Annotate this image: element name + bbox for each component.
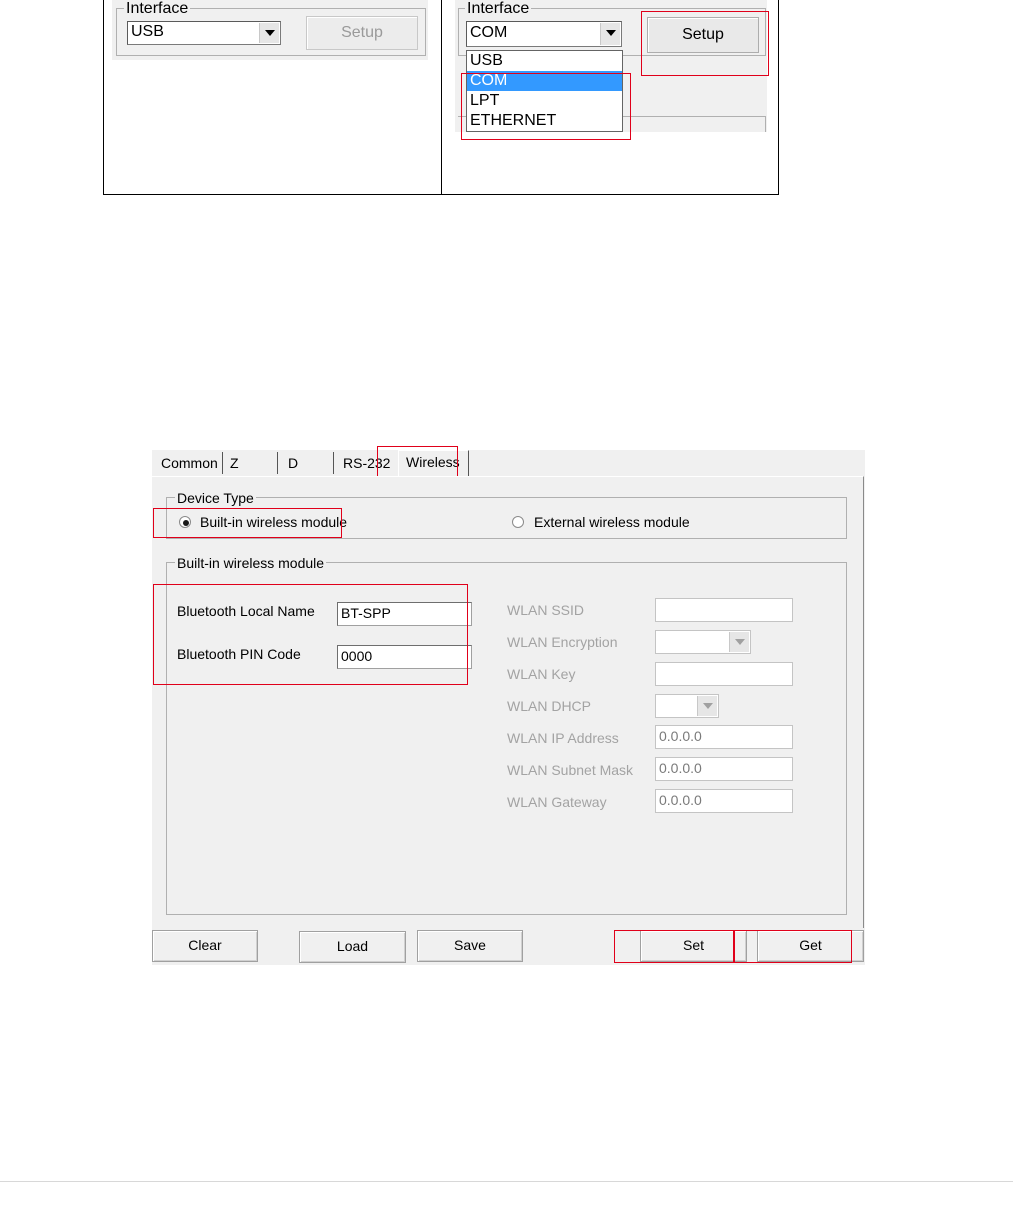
external-radio[interactable]	[512, 516, 524, 528]
left-interface-label: Interface	[126, 0, 189, 17]
tab-d[interactable]: D	[288, 455, 299, 471]
wlan-ip-label: WLAN IP Address	[507, 730, 619, 746]
builtin-radio-label[interactable]: Built-in wireless module	[200, 514, 348, 530]
chevron-down-icon[interactable]	[697, 696, 717, 716]
wlan-dhcp-label: WLAN DHCP	[507, 698, 592, 714]
right-interface-combo[interactable]	[466, 21, 622, 47]
option-com[interactable]: COM	[467, 71, 622, 91]
bt-pin-input[interactable]: 0000	[337, 645, 472, 669]
left-interface-combo-value: USB	[131, 23, 164, 40]
chevron-down-icon[interactable]	[729, 632, 749, 652]
highlight-builtin-radio	[153, 508, 342, 538]
highlight-set-button	[614, 930, 734, 963]
chevron-down-icon[interactable]	[259, 23, 279, 43]
wlan-encryption-select[interactable]	[655, 630, 751, 654]
highlight-bluetooth-fields	[153, 584, 468, 685]
left-setup-button[interactable]: Setup	[306, 16, 418, 50]
left-interface-combo[interactable]	[127, 21, 281, 45]
wlan-key-input[interactable]	[655, 662, 793, 686]
highlight-setup-box	[641, 11, 769, 76]
wlan-subnet-label: WLAN Subnet Mask	[507, 762, 634, 778]
table-divider	[441, 0, 442, 195]
wlan-gateway-input[interactable]: 0.0.0.0	[655, 789, 793, 813]
chevron-down-icon[interactable]	[600, 23, 620, 45]
tab-strip	[152, 450, 865, 476]
external-radio-label[interactable]: External wireless module	[534, 514, 690, 530]
tab-common[interactable]: Common	[161, 455, 218, 471]
option-lpt[interactable]: LPT	[470, 92, 500, 109]
device-type-label: Device Type	[177, 490, 254, 506]
load-button[interactable]: Load	[299, 931, 406, 963]
highlight-wireless-tab	[377, 446, 458, 477]
wlan-key-label: WLAN Key	[507, 666, 576, 682]
option-ethernet[interactable]: ETHERNET	[470, 112, 557, 129]
wlan-gateway-label: WLAN Gateway	[507, 794, 607, 810]
wlan-ssid-label: WLAN SSID	[507, 602, 585, 618]
builtin-module-label: Built-in wireless module	[177, 555, 325, 571]
clear-button[interactable]: Clear	[152, 930, 258, 962]
bt-name-label: Bluetooth Local Name	[177, 603, 315, 619]
option-usb[interactable]: USB	[470, 52, 503, 69]
tab-z[interactable]: Z	[230, 455, 239, 471]
save-button[interactable]: Save	[417, 930, 523, 962]
tab-wireless[interactable]: Wireless	[406, 454, 460, 470]
bt-pin-label: Bluetooth PIN Code	[177, 646, 301, 662]
highlight-get-button	[734, 930, 852, 963]
right-interface-combo-value: COM	[470, 24, 508, 41]
tab-separator	[333, 452, 334, 474]
bt-name-input[interactable]: BT-SPP	[337, 602, 472, 626]
tab-separator	[277, 452, 278, 474]
tab-rs232[interactable]: RS-232	[343, 455, 391, 471]
wlan-ip-input[interactable]: 0.0.0.0	[655, 725, 793, 749]
highlight-options-box	[461, 73, 631, 140]
get-button[interactable]: Get	[757, 930, 864, 962]
set-button[interactable]: Set	[640, 930, 747, 962]
wlan-subnet-input[interactable]: 0.0.0.0	[655, 757, 793, 781]
right-interface-label: Interface	[467, 0, 530, 17]
wlan-dhcp-select[interactable]	[655, 694, 719, 718]
wlan-encryption-label: WLAN Encryption	[507, 634, 618, 650]
page-footer-rule	[0, 1181, 1013, 1182]
wlan-ssid-input[interactable]	[655, 598, 793, 622]
tab-separator	[222, 452, 223, 474]
right-setup-button[interactable]: Setup	[647, 17, 759, 53]
